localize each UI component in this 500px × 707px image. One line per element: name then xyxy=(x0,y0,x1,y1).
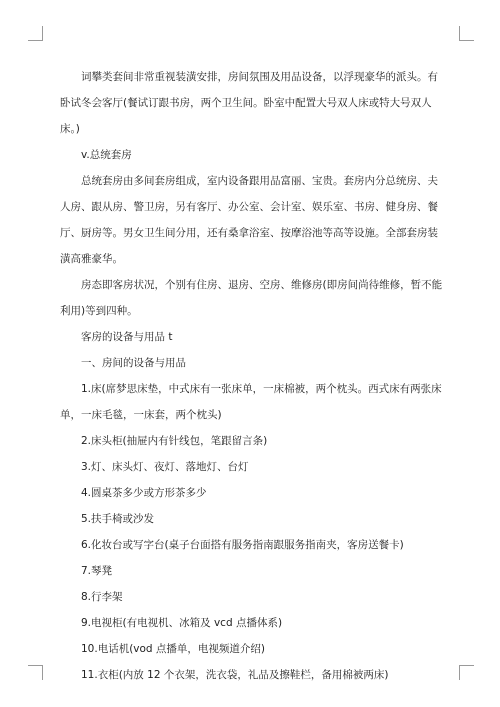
paragraph-presidential-suite: 总统套房由多间套房组成，室内设备跟用品富丽、宝贵。套房内分总统房、夫人房、跟从房、警卫房，另有客厅、办公室、会计室、娱乐室、书房、健身房、餐厅、厨房等。男女卫生间分用，还有桑拿浴室、按摩浴池等高等设施。全部套房装潢高雅豪华。 xyxy=(60,175,438,265)
list-item-dresser: 6.化妆台或写字台(桌子台面搭有服务指南跟服务指南夹，客房送餐卡) xyxy=(81,539,404,551)
crop-mark-top-right xyxy=(459,26,474,41)
heading-presidential-suite: v.总统套房 xyxy=(81,149,132,161)
document-body xyxy=(60,64,445,688)
list-item-nightstand: 2.床头柜(抽屉内有针线包，笔跟留言条) xyxy=(81,435,268,447)
list-item-armchair: 5.扶手椅或沙发 xyxy=(81,513,155,525)
list-item-tv-cabinet: 9.电视柜(有电视机、冰箱及 vcd 点播体系) xyxy=(81,617,283,629)
heading-section-one: 一、房间的设备与用品 xyxy=(81,357,186,369)
crop-mark-bottom-left xyxy=(28,665,43,680)
list-item-luggage-rack: 8.行李架 xyxy=(81,591,123,603)
heading-room-equipment: 客房的设备与用品 t xyxy=(81,331,173,343)
crop-mark-bottom-right xyxy=(459,665,474,680)
list-item-stool: 7.琴凳 xyxy=(81,565,113,577)
list-item-tea-table: 4.圆桌茶多少或方形茶多少 xyxy=(81,487,207,499)
list-item-telephone: 10.电话机(vod 点播单，电视频道介绍) xyxy=(81,643,266,655)
list-item-bed: 1.床(席梦思床垫，中式床有一张床单，一床棉被，两个枕头。西式床有两张床单，一床毛毯，一床套，两个枕头) xyxy=(60,383,442,421)
list-item-lamps: 3.灯、床头灯、夜灯、落地灯、台灯 xyxy=(81,461,249,473)
paragraph-suite-description: 词攀类套间非常重视装潢安排，房间氛围及用品设备，以浮现豪华的派头。有卧试冬会客厅(餐试订跟书房，两个卫生间。卧室中配置大号双人床或特大号双人床。) xyxy=(60,71,438,135)
list-item-wardrobe: 11.衣柜(内放 12 个衣架，洗衣袋，礼品及擦鞋栏，备用棉被两床) xyxy=(81,669,389,681)
crop-mark-top-left xyxy=(28,26,43,41)
paragraph-room-status: 房态即客房状况，个别有住房、退房、空房、维修房(即房间尚待维修，暂不能利用)等到四种。 xyxy=(60,279,443,317)
